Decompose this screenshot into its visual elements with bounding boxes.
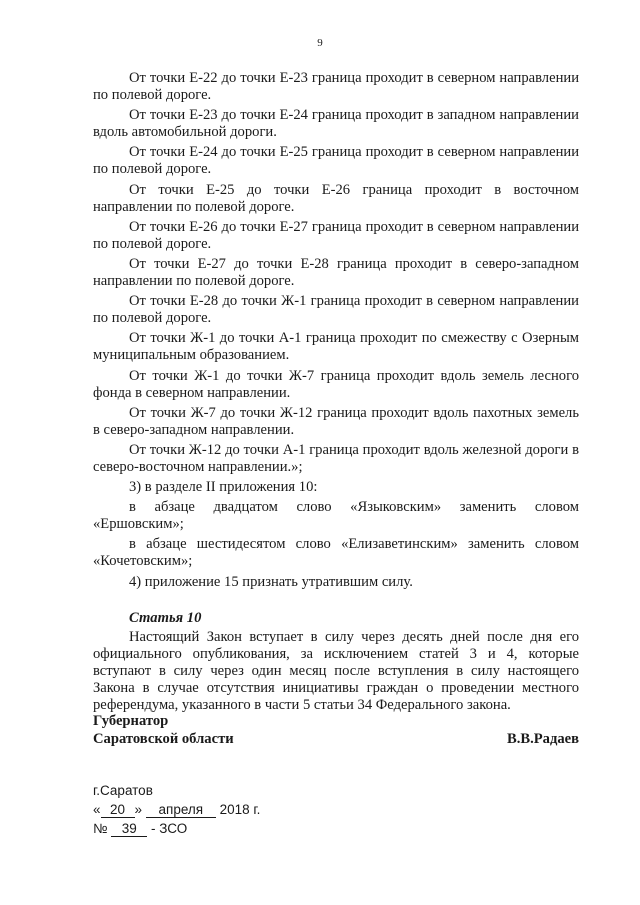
- date-quote-close: »: [134, 802, 143, 817]
- document-footer: [93, 781, 260, 838]
- paragraph: в абзаце двадцатом слово «Языковским» заменить словом «Ершовским»;: [93, 499, 579, 533]
- date-line: [93, 800, 260, 819]
- signer-name: В.В.Радаев: [506, 731, 579, 747]
- number-suffix: - ЗСО: [151, 821, 188, 836]
- paragraph: От точки Е-23 до точки Е-24 граница проходит в западном направлении вдоль автомобильной дороги.: [93, 107, 579, 141]
- article-text: Настоящий Закон вступает в силу через десять дней после дня его официального опубликования, за исключением статей 3 и 4, которые вступают в силу через один месяц после вступления в силу настоящего Закона в случае отсутствия инициативы граждан о проведении местного референдума, указанного в части 5 статьи 34 Федерального закона.: [93, 628, 579, 714]
- document-body: [93, 70, 579, 717]
- page-number: 9: [317, 37, 323, 49]
- paragraph: От точки Ж-7 до точки Ж-12 граница проходит вдоль пахотных земель в северо-западном направлении.: [93, 404, 579, 438]
- article-title: Статья 10: [129, 609, 202, 626]
- paragraph: От точки Ж-1 до точки Ж-7 граница проходит вдоль земель лесного фонда в северном направлении.: [93, 367, 579, 401]
- paragraph: От точки Е-25 до точки Е-26 граница проходит в восточном направлении по полевой дороге.: [93, 181, 579, 215]
- paragraph: От точки Е-28 до точки Ж-1 граница проходит в северном направлении по полевой дороге.: [93, 293, 579, 327]
- signer-position-line1: Губернатор: [93, 713, 169, 729]
- date-day: 20: [101, 803, 135, 818]
- paragraph: 3) в разделе II приложения 10:: [129, 479, 318, 496]
- city-line: г.Саратов: [93, 783, 153, 798]
- paragraph: От точки Е-27 до точки Е-28 граница проходит в северо-западном направлении по полевой дороге.: [93, 255, 579, 290]
- number-sign: №: [93, 821, 108, 836]
- paragraph: От точки Е-22 до точки Е-23 граница проходит в северном направлении по полевой дороге.: [93, 70, 579, 104]
- document-number: 39: [111, 822, 147, 837]
- paragraph: От точки Ж-1 до точки А-1 граница проходит по смежеству с Озерным муниципальным образованием.: [93, 330, 579, 364]
- date-year: 2018 г.: [219, 802, 261, 817]
- signer-position-line2: Саратовской области: [93, 731, 234, 747]
- date-quote-open: «: [93, 802, 101, 817]
- paragraph: в абзаце шестидесятом слово «Елизаветинским» заменить словом «Кочетовским»;: [93, 536, 579, 570]
- paragraph: От точки Е-26 до точки Е-27 граница проходит в северном направлении по полевой дороге.: [93, 218, 579, 252]
- number-line: [93, 819, 260, 838]
- paragraph: От точки Ж-12 до точки А-1 граница проходит вдоль железной дороги в северо-восточном направлении.»;: [93, 441, 579, 475]
- paragraph: От точки Е-24 до точки Е-25 граница проходит в северном направлении по полевой дороге.: [93, 144, 579, 178]
- signature-block: [93, 712, 579, 748]
- paragraph: 4) приложение 15 признать утратившим силу.: [129, 573, 413, 590]
- date-month: апреля: [146, 803, 216, 818]
